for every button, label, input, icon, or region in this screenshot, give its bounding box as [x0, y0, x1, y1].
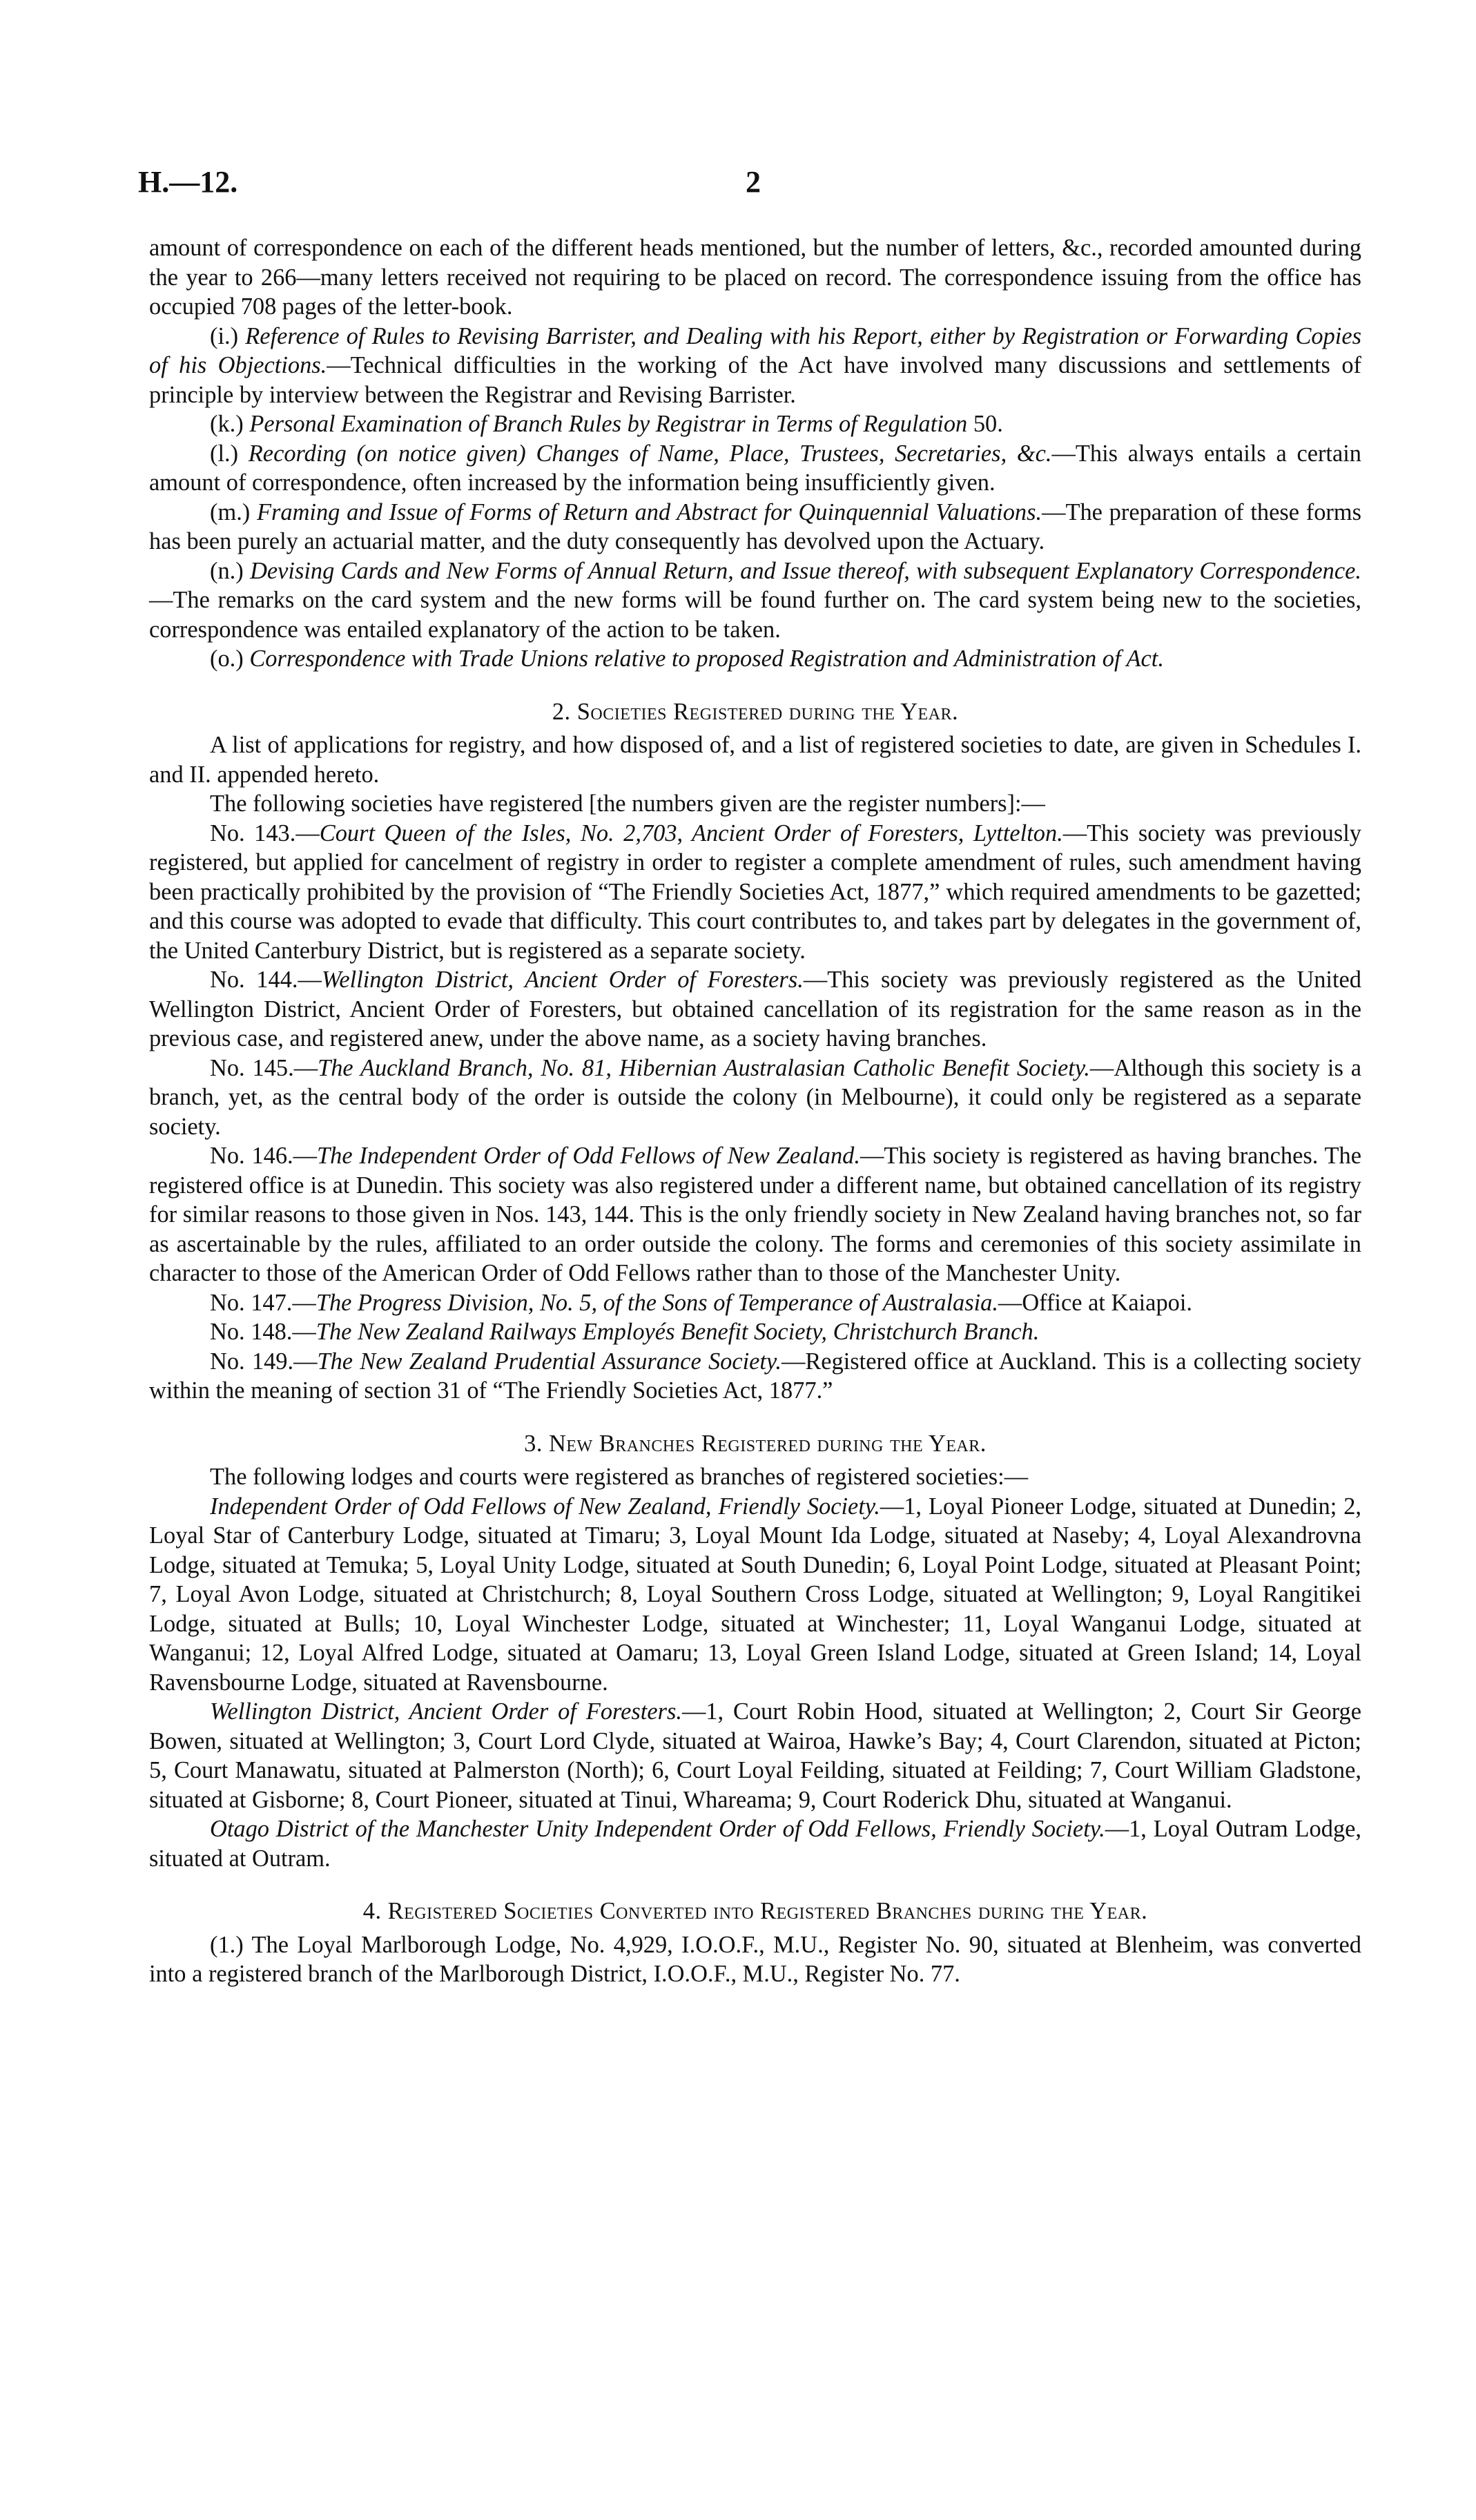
item-title: Personal Examination of Branch Rules by Registrar in Terms of Regulation: [249, 411, 968, 437]
item-text: —The preparation of these forms has been purely an actuarial matter, and the duty consequently has devolved upon the Actuary.: [149, 498, 1361, 554]
item-title: Devising Cards and New Forms of Annual Return, and Issue thereof, with subsequent Explanatory Correspondence.: [250, 557, 1361, 584]
item-title: Reference of Rules to Revising Barrister, and Dealing with his Report, either by Registration or Forwarding Copies of his Objections.: [149, 322, 1361, 378]
entry-title: The Progress Division, No. 5, of the Sons of Temperance of Australasia.: [315, 1289, 998, 1316]
register-entry: No. 143.—Court Queen of the Isles, No. 2,703, Ancient Order of Foresters, Lyttelton.—This society was previously registered, but applied for cancelment of registry in order to register a complete amendment of rules, such amendment having been practically prohibited by the provision of “The Friendly Societies Act, 1877,” which required amendments to be gazetted; and this course was adopted to evade that difficulty. This court contributes to, and takes part by delegates in the government of, the United Canterbury District, but is registered as a separate society.: [149, 820, 1362, 964]
branch-entry: Independent Order of Odd Fellows of New Zealand, Friendly Society.—1, Loyal Pioneer Lodge, situated at Dunedin; 2, Loyal Star of Canterbury Lodge, situated at Timaru; 3, Loyal Mount Ida Lodge, situated at Naseby; 4, Loyal Alexandrovna Lodge, situated at Temuka; 5, Loyal Unity Lodge, situated at South Dunedin; 6, Loyal Point Lodge, situated at Pleasant Point; 7, Loyal Avon Lodge, situated at Christchurch; 8, Loyal Southern Cross Lodge, situated at Wellington; 9, Loyal Rangitikei Lodge, situated at Bulls; 10, Loyal Winchester Lodge, situated at Winchester; 11, Loyal Wanganui Lodge, situated at Wanganui; 12, Loyal Alfred Lodge, situated at Oamaru; 13, Loyal Green Island Lodge, situated at Green Island; 14, Loyal Ravensbourne Lodge, situated at Ravensbourne.: [149, 1493, 1361, 1696]
entry-title: The Auckland Branch, No. 81, Hibernian Australasian Catholic Benefit Society.: [318, 1054, 1090, 1081]
item-title: Framing and Issue of Forms of Return and Abstract for Quinquennial Valuations.: [257, 498, 1042, 525]
entry-title: The New Zealand Railways Employés Benefit Society, Christchurch Branch.: [315, 1319, 1040, 1345]
register-entry: No. 149.—The New Zealand Prudential Assurance Society.—Registered office at Auckland. This is a collecting society within the meaning of section 31 of “The Friendly Societies Act, 1877.”: [149, 1348, 1361, 1404]
paragraph: (1.) The Loyal Marlborough Lodge, No. 4,929, I.O.O.F., M.U., Register No. 90, situated at Blenheim, was converted into a registered branch of the Marlborough District, I.O.O.F., M.U., Register No. 77.: [149, 1931, 1361, 1987]
list-item: (m.) Framing and Issue of Forms of Return and Abstract for Quinquennial Valuations.—The preparation of these forms has been purely an actuarial matter, and the duty consequently has devolved upon the Actuary.: [149, 498, 1361, 554]
branch-entry: Otago District of the Manchester Unity Independent Order of Odd Fellows, Friendly Society.—1, Loyal Outram Lodge, situated at Outram.: [149, 1816, 1361, 1872]
entry-title: Independent Order of Odd Fellows of New Zealand, Friendly Society.: [210, 1493, 880, 1520]
paragraph: The following lodges and courts were registered as branches of registered societies:—: [210, 1464, 1029, 1490]
page-header: [138, 164, 1381, 213]
register-entry: No. 145.—The Auckland Branch, No. 81, Hibernian Australasian Catholic Benefit Society.—Although this society is a branch, yet, as the central body of the order is outside the colony (in Melbourne), it could only be registered as a separate society.: [149, 1054, 1361, 1140]
entry-title: The Independent Order of Odd Fellows of New Zealand.: [317, 1143, 860, 1169]
entry-title: Court Queen of the Isles, No. 2,703, Ancient Order of Foresters, Lyttelton.: [319, 820, 1063, 846]
list-item: (o.) Correspondence with Trade Unions relative to proposed Registration and Administration of Act.: [210, 646, 1164, 672]
section-heading: 4. Registered Societies Converted into Registered Branches during the Year.: [362, 1898, 1148, 1924]
register-entry: No. 148.—The New Zealand Railways Employés Benefit Society, Christchurch Branch.: [210, 1319, 1040, 1345]
list-item: (l.) Recording (on notice given) Changes of Name, Place, Trustees, Secretaries, &c.—This always entails a certain amount of correspondence, often increased by the information being insufficiently given.: [149, 440, 1361, 496]
item-title: Correspondence with Trade Unions relative to proposed Registration and Administration of Act.: [249, 646, 1164, 672]
page-number: 2: [746, 165, 761, 199]
document-body: [149, 233, 1361, 1989]
register-entry: No. 147.—The Progress Division, No. 5, of the Sons of Temperance of Australasia.—Office at Kaiapoi.: [210, 1289, 1192, 1316]
register-entry: No. 146.—The Independent Order of Odd Fellows of New Zealand.—This society is registered as having branches. The registered office is at Dunedin. This society was also registered under a different name, but obtained cancellation of its registry for similar reasons to those given in Nos. 143, 144. This is the only friendly society in New Zealand having branches not, so far as ascertainable by the rules, affiliated to an order outside the colony. The forms and ceremonies of this society assimilate in character to those of the American Order of Odd Fellows rather than to those of the Manchester Unity.: [149, 1143, 1361, 1286]
item-text: —This always entails a certain amount of correspondence, often increased by the information being insufficiently given.: [149, 440, 1361, 496]
entry-title: Wellington District, Ancient Order of Foresters.: [210, 1698, 682, 1725]
entry-title: Wellington District, Ancient Order of Foresters.: [321, 967, 804, 993]
section-heading: 2. Societies Registered during the Year.: [552, 698, 959, 725]
item-text: —The remarks on the card system and the new forms will be found further on. The card system being new to the societies, correspondence was entailed explanatory of the action to be taken.: [149, 587, 1361, 643]
item-text: 50.: [967, 411, 1003, 437]
paragraph: A list of applications for registry, and how disposed of, and a list of registered societies to date, are given in Schedules I. and II. appended hereto.: [149, 732, 1361, 788]
item-text: —Technical difficulties in the working of the Act have involved many discussions and settlements of principle by interview between the Registrar and Revising Barrister.: [149, 352, 1361, 408]
entry-title: The New Zealand Prudential Assurance Society.: [317, 1348, 781, 1375]
register-entry: No. 144.—Wellington District, Ancient Order of Foresters.—This society was previously registered as the United Wellington District, Ancient Order of Foresters, but obtained cancellation of its registration for the same reason as in the previous case, and registered anew, under the above name, as a society having branches.: [149, 967, 1361, 1051]
paragraph: The following societies have registered [the numbers given are the register numbers]:—: [210, 791, 1045, 817]
list-item: (i.) Reference of Rules to Revising Barrister, and Dealing with his Report, either by Registration or Forwarding Copies of his Objections.—Technical difficulties in the working of the Act have involved many discussions and settlements of principle by interview between the Registrar and Revising Barrister.: [149, 322, 1361, 408]
list-item: (k.) Personal Examination of Branch Rules by Registrar in Terms of Regulation 50.: [210, 411, 1003, 437]
report-reference: H.—12.: [138, 165, 238, 199]
list-item: (n.) Devising Cards and New Forms of Annual Return, and Issue thereof, with subsequent Explanatory Correspondence.—The remarks on the card system and the new forms will be found further on. The card system being new to the societies, correspondence was entailed explanatory of the action to be taken.: [149, 557, 1361, 643]
intro-paragraph: amount of correspondence on each of the different heads mentioned, but the number of letters, &c., recorded amounted during the year to 266—many letters received not requiring to be placed on record. The correspondence issuing from the office has occupied 708 pages of the letter-book.: [149, 235, 1361, 320]
item-title: Recording (on notice given) Changes of Name, Place, Trustees, Secretaries, &c.: [248, 440, 1052, 467]
section-heading: 3. New Branches Registered during the Year.: [524, 1430, 987, 1457]
entry-title: Otago District of the Manchester Unity Independent Order of Odd Fellows, Friendly Society.: [210, 1816, 1105, 1842]
branch-entry: Wellington District, Ancient Order of Foresters.—1, Court Robin Hood, situated at Wellington; 2, Court Sir George Bowen, situated at Wellington; 3, Court Lord Clyde, situated at Wairoa, Hawke’s Bay; 4, Court Clarendon, situated at Picton; 5, Court Manawatu, situated at Palmerston (North); 6, Court Loyal Feilding, situated at Feilding; 7, Court William Gladstone, situated at Gisborne; 8, Court Pioneer, situated at Tinui, Whareama; 9, Court Roderick Dhu, situated at Wanganui.: [149, 1698, 1361, 1813]
